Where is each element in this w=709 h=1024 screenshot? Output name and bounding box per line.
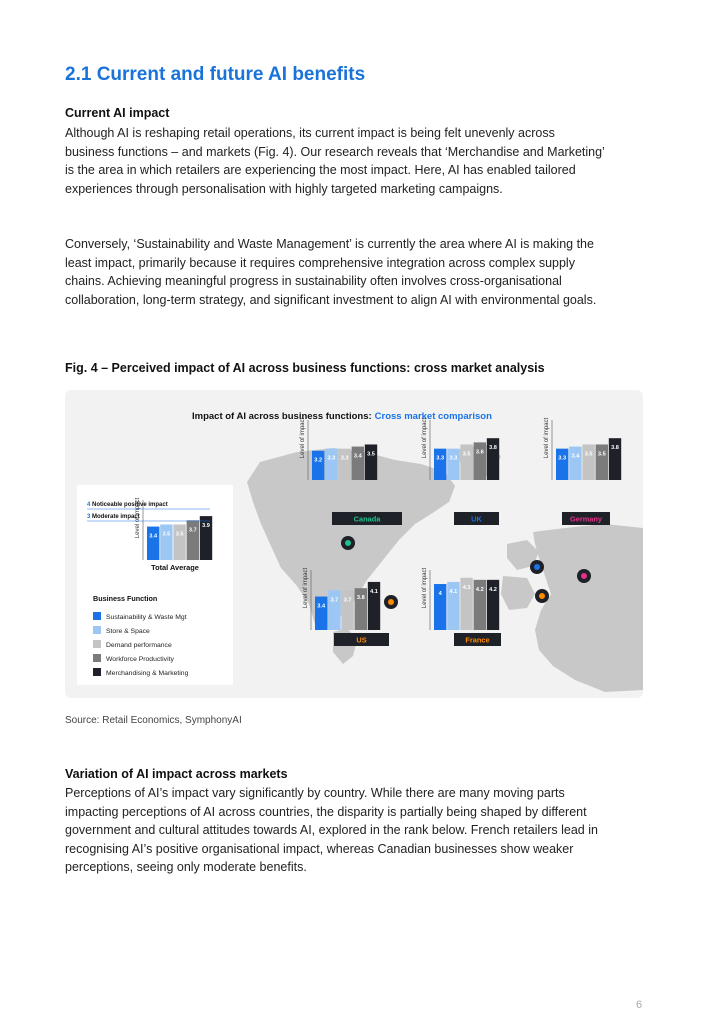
value-label-us-4: 3.8 bbox=[356, 595, 365, 602]
market-label-canada: Canada bbox=[353, 514, 381, 524]
bar-canada-2 bbox=[325, 449, 337, 480]
bar-germany-1 bbox=[556, 449, 568, 480]
chart-title-main: Impact of AI across business functions: bbox=[192, 411, 372, 422]
value-label-uk-1: 3.3 bbox=[436, 455, 445, 462]
figure-panel bbox=[65, 390, 643, 698]
value-label-canada-5: 3.5 bbox=[367, 451, 375, 458]
value-label-total-average-3: 3.5 bbox=[175, 531, 184, 538]
value-label-france-1: 4 bbox=[438, 591, 442, 598]
paragraph-sustainability: Conversely, ‘Sustainability and Waste Management’ is currently the area where AI is making the least impact, primarily because it requires comprehensive integration across complex supply chains. Achieving meaningful progress in sustainability often involves cross-organisational collaboration, long-term strategy, and significant investment to align AI with environmental goals. bbox=[65, 237, 597, 307]
market-label-us: US bbox=[356, 635, 367, 645]
bar-uk-4 bbox=[474, 442, 486, 480]
legend-label-1: Sustainability & Waste Mgt bbox=[106, 614, 187, 621]
ylabel-us: Level of impact bbox=[303, 567, 309, 609]
bar-us-2 bbox=[328, 590, 340, 630]
impact-chart bbox=[65, 390, 643, 698]
chart-title-highlight: Cross market comparison bbox=[374, 411, 492, 422]
market-label-germany: Germany bbox=[569, 514, 603, 524]
ylabel-total-average: Level of impact bbox=[135, 497, 141, 539]
value-label-total-average-4: 3.7 bbox=[188, 527, 197, 534]
bar-total-average-1 bbox=[147, 527, 159, 560]
bar-canada-3 bbox=[338, 449, 350, 480]
value-label-total-average-1: 3.4 bbox=[149, 533, 158, 540]
legend-title: Business Function bbox=[93, 594, 158, 603]
ylabel-france: Level of impact bbox=[422, 567, 428, 609]
legend bbox=[93, 594, 157, 603]
legend-swatch-1 bbox=[93, 612, 101, 620]
ylabel-uk: Level of impact bbox=[422, 417, 428, 459]
value-label-france-4: 4.2 bbox=[475, 586, 484, 593]
figure-caption: Fig. 4 – Perceived impact of AI across business functions: cross market analysis bbox=[65, 361, 545, 375]
ylabel-canada: Level of impact bbox=[300, 417, 306, 459]
value-label-germany-4: 3.5 bbox=[597, 451, 606, 458]
subheading-current-impact: Current AI impact bbox=[65, 106, 170, 120]
bar-germany-2 bbox=[569, 447, 581, 480]
reference-label-4: 4 Noticeable positive impact bbox=[87, 502, 168, 508]
section-heading: 2.1 Current and future AI benefits bbox=[65, 64, 366, 85]
legend-swatch-2 bbox=[93, 626, 101, 634]
bar-canada-5 bbox=[365, 444, 377, 480]
value-label-total-average-5: 3.9 bbox=[202, 523, 210, 530]
market-label-uk: UK bbox=[471, 514, 482, 524]
ylabel-germany: Level of impact bbox=[544, 417, 550, 459]
reference-label-3: 3 Moderate impact bbox=[87, 514, 140, 520]
bar-uk-2 bbox=[447, 449, 459, 480]
value-label-uk-5: 3.8 bbox=[489, 445, 497, 452]
paragraph-variation: Perceptions of AI’s impact vary significantly by country. While there are many moving parts impacting perceptions of AI across countries, the disparity is partially being shaped by different government and cultural attitudes towards AI, explored in the rank below. French retailers lead in recognising AI’s positive organisational impact, whereas Canadian businesses show weaker perceptions, seeing only moderate benefits. bbox=[65, 786, 598, 875]
bar-uk-1 bbox=[434, 449, 446, 480]
bar-total-average-4 bbox=[187, 520, 199, 560]
bar-us-3 bbox=[341, 590, 353, 630]
value-label-us-5: 4.1 bbox=[370, 588, 378, 595]
market-label-total-average: Total Average bbox=[151, 563, 199, 572]
legend-swatch-3 bbox=[93, 640, 101, 648]
legend-label-2: Store & Space bbox=[106, 628, 150, 635]
value-label-germany-5: 3.8 bbox=[611, 445, 619, 452]
bar-total-average-3 bbox=[173, 524, 185, 560]
chart-title bbox=[192, 411, 492, 422]
value-label-france-5: 4.2 bbox=[489, 586, 497, 593]
legend-swatch-4 bbox=[93, 654, 101, 662]
figure-source: Source: Retail Economics, SymphonyAI bbox=[65, 715, 242, 726]
page-number: 6 bbox=[636, 999, 643, 1011]
value-label-germany-2: 3.4 bbox=[571, 453, 580, 460]
bar-us-1 bbox=[315, 597, 327, 630]
value-label-canada-3: 3.3 bbox=[340, 455, 349, 462]
market-label-france: France bbox=[465, 635, 490, 645]
value-label-france-3: 4.3 bbox=[462, 584, 471, 591]
subheading-variation: Variation of AI impact across markets bbox=[65, 767, 288, 781]
bar-canada-4 bbox=[352, 447, 364, 480]
legend-label-4: Workforce Productivity bbox=[106, 656, 174, 663]
value-label-canada-4: 3.4 bbox=[353, 453, 362, 460]
value-label-canada-1: 3.2 bbox=[314, 457, 323, 464]
value-label-total-average-2: 3.5 bbox=[162, 531, 171, 538]
value-label-uk-4: 3.6 bbox=[475, 449, 484, 456]
legend-label-3: Demand performance bbox=[106, 642, 172, 649]
bar-germany-3 bbox=[582, 444, 594, 480]
paragraph-current-impact: Although AI is reshaping retail operations, its current impact is being felt unevenly across business functions – and markets (Fig. 4). Our research reveals that ‘Merchandise and Marketing’ is the area in which retailers are experiencing the most impact. Here, AI has enabled tailored experiences through personalisation with highly targeted marketing campaigns. bbox=[65, 126, 605, 196]
value-label-uk-3: 3.5 bbox=[462, 451, 471, 458]
bar-uk-3 bbox=[460, 444, 472, 480]
legend-label-5: Merchandising & Marketing bbox=[106, 670, 189, 677]
value-label-france-2: 4.1 bbox=[449, 588, 458, 595]
value-label-us-3: 3.7 bbox=[343, 597, 352, 604]
value-label-germany-3: 3.5 bbox=[584, 451, 593, 458]
value-label-canada-2: 3.3 bbox=[327, 455, 336, 462]
value-label-us-1: 3.4 bbox=[317, 603, 326, 610]
bar-canada-1 bbox=[312, 451, 324, 480]
value-label-us-2: 3.7 bbox=[330, 597, 339, 604]
value-label-uk-2: 3.3 bbox=[449, 455, 458, 462]
value-label-germany-1: 3.3 bbox=[558, 455, 567, 462]
bar-germany-4 bbox=[596, 444, 608, 480]
bar-total-average-2 bbox=[160, 524, 172, 560]
legend-swatch-5 bbox=[93, 668, 101, 676]
